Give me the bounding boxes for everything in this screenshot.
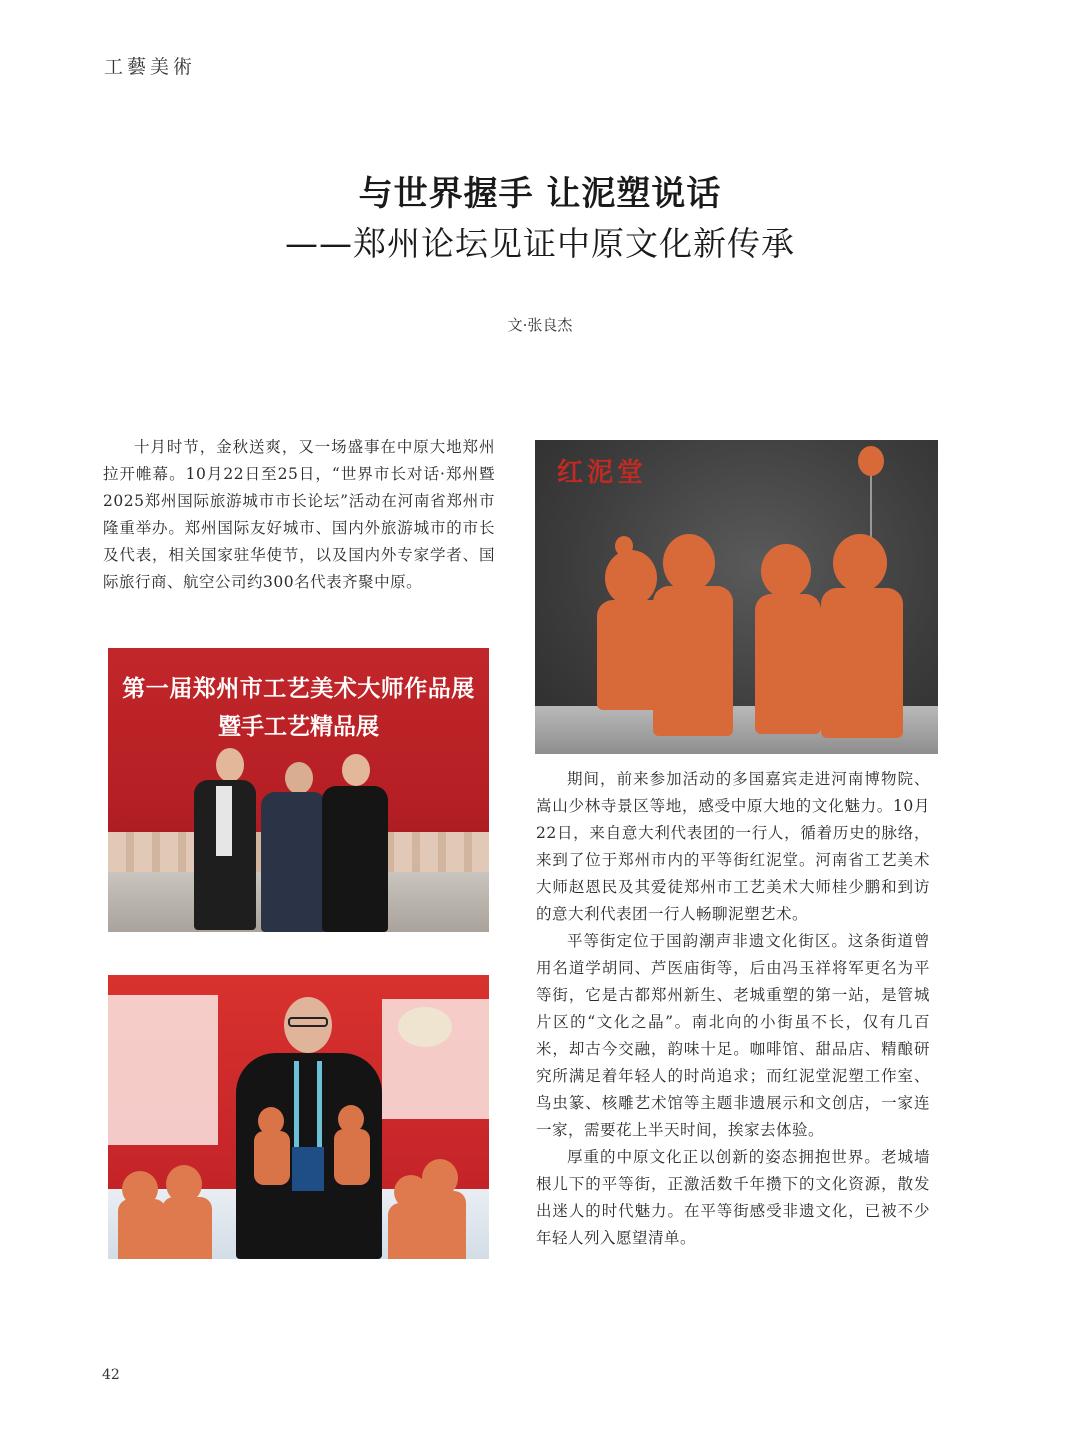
paragraph-3: 平等街定位于国韵潮声非遗文化街区。这条街道曾用名道学胡同、芦医庙街等，后由冯玉祥将军更名为平等街，它是古都郑州新生、老城重塑的第一站，是管城片区的“文化之晶”。南北向的小街虽不长，仅有几百米，却古今交融，韵味十足。咖啡馆、甜品店、精酿研究所满足着年轻人的时尚追求；而红泥堂泥塑工作室、鸟虫篆、核雕艺术馆等主题非遗展示和文创店，一家连一家，需要花上半天时间，挨家去体验。 xyxy=(536,932,930,1139)
magazine-masthead: 工藝美術 xyxy=(104,56,197,78)
clay-figure-head xyxy=(761,544,811,598)
clay-figure-body xyxy=(254,1131,290,1185)
banner-line-1: 第一届郑州市工艺美术大师作品展 xyxy=(122,676,475,702)
article-title: 与世界握手 让泥塑说话 xyxy=(358,174,722,214)
glasses xyxy=(288,1017,328,1027)
person-head xyxy=(285,762,313,794)
exhibit-panel xyxy=(108,995,218,1145)
paragraph-4: 厚重的中原文化正以创新的姿态拥抱世界。老城墙根儿下的平等街，正激活数千年攒下的文化资源，散发出迷人的时代魅力。在平等街感受非遗文化，已被不少年轻人列入愿望清单。 xyxy=(536,1148,930,1247)
clay-figure-body xyxy=(653,586,733,736)
balloon xyxy=(858,446,884,476)
person-body xyxy=(261,792,327,932)
clay-figure-body xyxy=(418,1191,466,1259)
article-subtitle: ——郑州论坛见证中原文化新传承 xyxy=(285,224,795,263)
white-shirt xyxy=(216,786,232,856)
article-byline: 文·张良杰 xyxy=(507,316,573,334)
hongnitang-logo: 红泥堂 xyxy=(557,458,648,488)
clay-figure-body xyxy=(162,1197,212,1259)
exhibition-photo xyxy=(108,648,489,932)
clay-figure-head xyxy=(833,534,887,592)
page-number: 42 xyxy=(102,1367,120,1383)
banner-line-2: 暨手工艺精品展 xyxy=(218,714,379,740)
lanyard xyxy=(294,1061,322,1151)
clay-figure-body xyxy=(118,1199,166,1259)
clay-figure-body xyxy=(334,1129,370,1185)
clay-figures-photo xyxy=(535,440,938,754)
person-body xyxy=(322,786,388,932)
person-head xyxy=(216,748,244,782)
paragraph-2: 期间，前来参加活动的多国嘉宾走进河南博物院、嵩山少林寺景区等地，感受中原大地的文化魅力。10月22日，来自意大利代表团的一行人，循着历史的脉络，来到了位于郑州市内的平等街红泥堂。河南省工艺美术大师赵恩民及其爱徒郑州市工艺美术大师桂少鹏和到访的意大利代表团一行人畅聊泥塑艺术。 xyxy=(536,770,930,923)
round-dish xyxy=(398,1007,452,1047)
paragraph-1: 十月时节，金秋送爽，又一场盛事在中原大地郑州拉开帷幕。10月22日至25日，“世界市长对话·郑州暨2025郑州国际旅游城市市长论坛”活动在河南省郑州市隆重举办。郑州国际友好城市、国内外旅游城市的市长及代表，相关国家驻华使节，以及国内外专家学者、国际旅行商、航空公司约300名代表齐聚中原。 xyxy=(103,438,495,591)
clay-figure-body xyxy=(821,588,903,738)
clay-figure-head xyxy=(605,550,657,606)
clay-figure-head xyxy=(663,534,715,592)
right-column-text xyxy=(536,766,930,1252)
person-head xyxy=(342,754,370,786)
badge xyxy=(292,1147,324,1191)
clay-figure-body xyxy=(755,594,821,734)
artist-portrait-photo xyxy=(108,975,489,1259)
